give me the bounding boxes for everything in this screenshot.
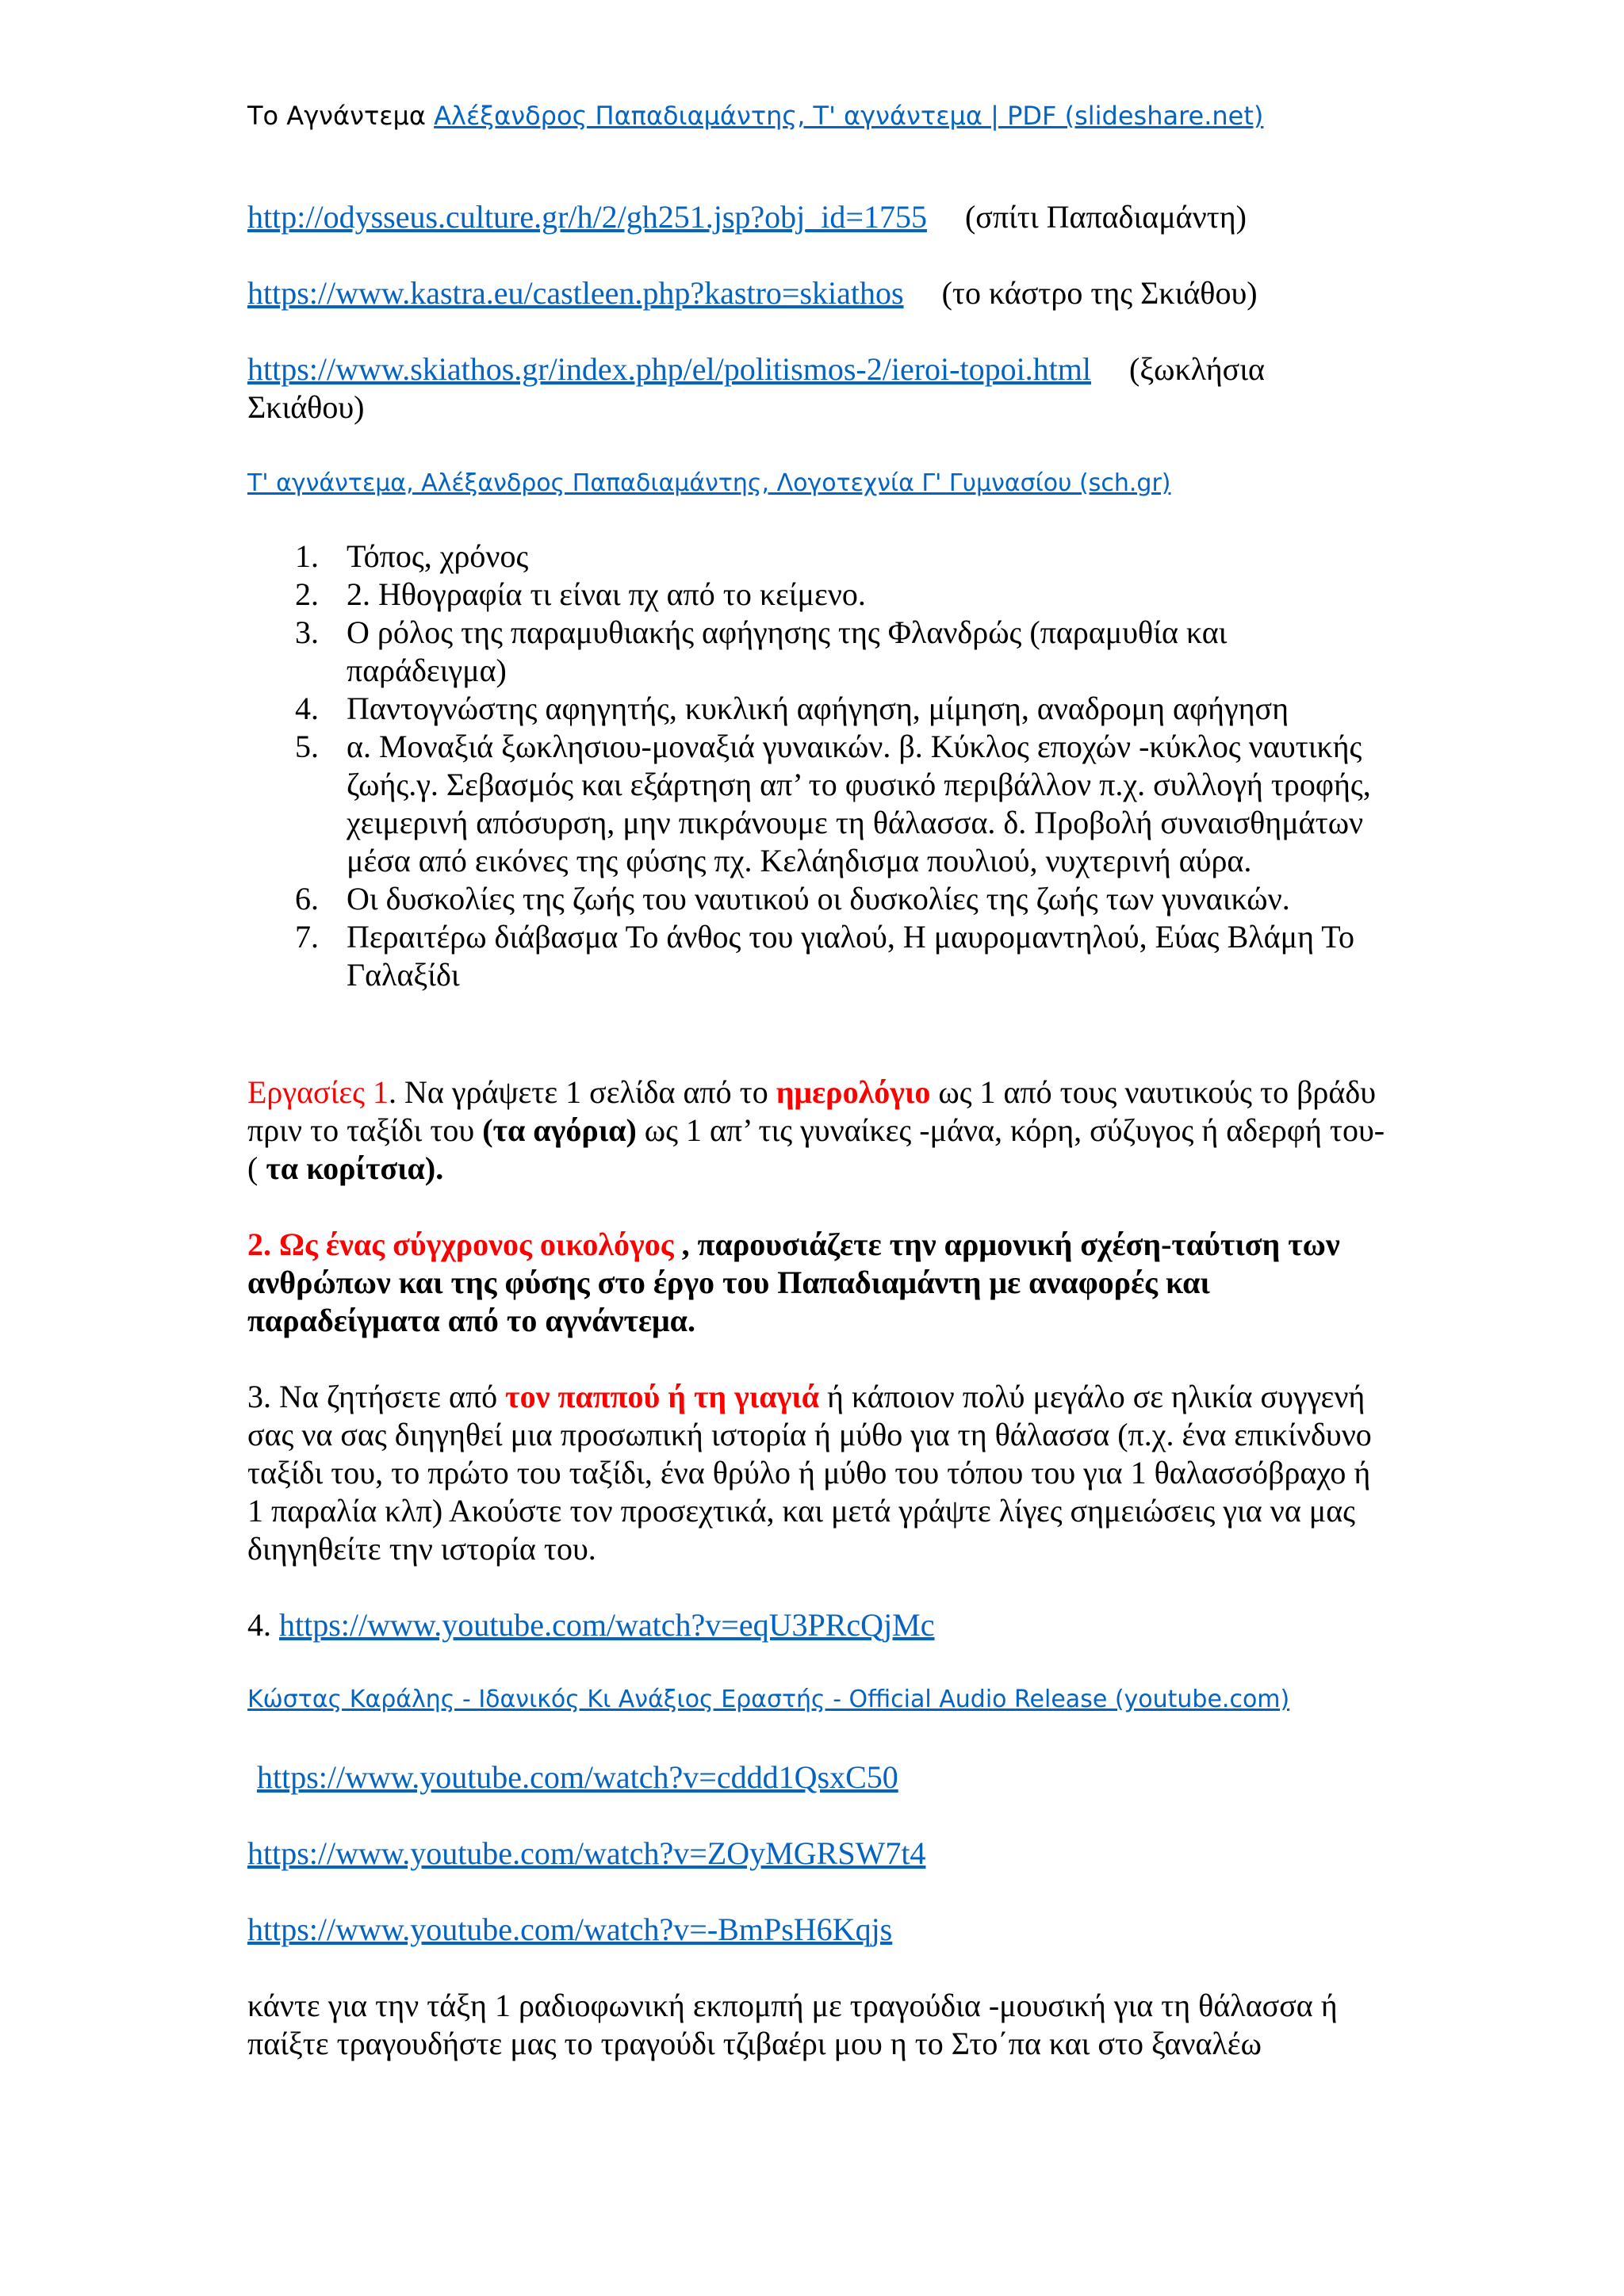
youtube-link-3[interactable]: https://www.youtube.com/watch?v=ZOyMGRSW7t4 (247, 1835, 926, 1871)
sch-link-line (247, 468, 1389, 499)
slideshare-link[interactable]: Αλέξανδρος Παπαδιαμάντης, Τ' αγνάντεμα | PDF (slideshare.net) (434, 101, 1264, 131)
list-text: 2. Ηθογραφία τι είναι πχ από το κείμενο. (347, 576, 866, 612)
list-text: Ο ρόλος της παραμυθιακής αφήγησης της Φλανδρώς (παραμυθία και παράδειγμα) (347, 614, 1228, 688)
task-4 (247, 1606, 1389, 1644)
link-note: (το κάστρο της Σκιάθου) (941, 275, 1258, 311)
link-line-3 (247, 350, 1302, 427)
list-text: Οι δυσκολίες της ζωής του ναυτικού οι δυσκολίες της ζωής των γυναικών. (347, 881, 1290, 916)
task-3-keyword: τον παππού ή τη γιαγιά (505, 1379, 820, 1414)
list-number: 5. (295, 729, 319, 764)
song-link[interactable]: Κώστας Καράλης - Ιδανικός Κι Ανάξιος Εραστής - Official Audio Release (youtube.com) (247, 1686, 1290, 1713)
topics-list (247, 538, 1373, 994)
list-item (247, 880, 1373, 918)
youtube-link-line-4 (247, 1911, 1389, 1949)
task-3-text: ή κάποιον πολύ μεγάλο σε ηλικία συγγενή σας να σας διηγηθεί μια προσωπική ιστορία ή μύθο για τη θάλασσα (π.χ. ένα επικίνδυνο ταξίδι του, το πρώτο του ταξίδι, ένα θρύλο ή μύθο του τόπου του για 1 θαλασσόβραχο ή 1 παραλία κλπ) Ακούστε τον προσεχτικά, και μετά γράψτε λίγες σημειώσεις για να μας διηγηθείτε την ιστορία του. (247, 1379, 1372, 1567)
closing-paragraph: κάντε για την τάξη 1 ραδιοφωνική εκπομπή με τραγούδια -μουσική για τη θάλασσα ή παίξτε τραγουδήστε μας το τραγούδι τζιβαέρι μου η το Στο΄πα και στο ξαναλέω (247, 1988, 1338, 2061)
task-2 (247, 1226, 1389, 1340)
header-prefix: Το Αγνάντεμα (247, 101, 426, 131)
youtube-link-4[interactable]: https://www.youtube.com/watch?v=-BmPsH6Kqjs (247, 1911, 893, 1947)
task-3 (247, 1378, 1389, 1568)
task-1-text: ως 1 απ’ τις γυναίκες -μάνα, κόρη, σύζυγος ή αδερφή του-( (247, 1112, 1385, 1186)
task-1-girls: τα κορίτσια). (266, 1150, 444, 1186)
odysseus-link[interactable]: http://odysseus.culture.gr/h/2/gh251.jsp?obj_id=1755 (247, 199, 927, 235)
task-3-text: 3. Να ζητήσετε από (247, 1379, 506, 1414)
list-number: 4. (295, 691, 319, 726)
task-1-keyword: ημερολόγιο (776, 1074, 931, 1110)
list-item (247, 690, 1373, 728)
skiathos-link[interactable]: https://www.skiathos.gr/index.php/el/politismos-2/ieroi-topoi.html (247, 351, 1092, 387)
youtube-link-1[interactable]: https://www.youtube.com/watch?v=eqU3PRcQjMc (279, 1607, 935, 1643)
task-2-text: , παρουσιάζετε την αρμονική σχέση-ταύτιση των ανθρώπων και της φύσης στο έργο του Παπαδιαμάντη με αναφορές και παραδείγματα από το αγνάντεμα. (247, 1226, 1340, 1338)
list-text: Τόπος, χρόνος (347, 538, 529, 574)
sch-link[interactable]: Τ' αγνάντεμα, Αλέξανδρος Παπαδιαμάντης, Λογοτεχνία Γ' Γυμνασίου (sch.gr) (247, 469, 1171, 497)
list-number: 2. (295, 576, 319, 612)
task-1 (247, 1073, 1389, 1188)
task-2-label: 2. Ως ένας σύγχρονος οικολόγος (247, 1226, 674, 1262)
list-text: Παντογνώστης αφηγητής, κυκλική αφήγηση, μίμηση, αναδρομη αφήγηση (347, 691, 1289, 726)
task-1-text: . Να γράψετε 1 σελίδα από το (389, 1074, 776, 1110)
link-note: (ξωκλήσια Σκιάθου) (247, 351, 1265, 425)
task-1-label: Εργασίες 1 (247, 1074, 389, 1110)
list-number: 6. (295, 881, 319, 916)
list-text: α. Μοναξιά ξωκλησιου-μοναξιά γυναικών. β. Κύκλος εποχών -κύκλος ναυτικής ζωής.γ. Σεβασμός και εξάρτηση απ’ το φυσικό περιβάλλον π.χ. συλλογή τροφής, χειμερινή απόσυρση, μην πικράνουμε τη θάλασσα. δ. Προβολή συναισθημάτων μέσα από εικόνες της φύσης πχ. Κελάηδισμα πουλιού, νυχτερινή αύρα. (347, 729, 1371, 878)
document-header (247, 98, 1389, 133)
youtube-link-line-3 (247, 1835, 1389, 1873)
list-item (247, 728, 1373, 880)
task-4-number: 4. (247, 1607, 271, 1643)
youtube-link-line-2 (257, 1758, 1399, 1797)
link-line-1 (247, 198, 1389, 236)
list-number: 1. (295, 538, 319, 574)
link-note: (σπίτι Παπαδιαμάντη) (964, 199, 1247, 235)
list-item (247, 538, 1373, 576)
list-item (247, 576, 1373, 614)
list-text: Περαιτέρω διάβασμα Το άνθος του γιαλού, Η μαυρομαντηλού, Εύας Βλάμη Το Γαλαξίδι (347, 919, 1354, 993)
list-number: 3. (295, 614, 319, 650)
kastra-link[interactable]: https://www.kastra.eu/castleen.php?kastro=skiathos (247, 275, 904, 311)
task-1-text: ως 1 από τους ναυτικούς το βράδυ πριν το ταξίδι του (247, 1074, 1376, 1148)
list-number: 7. (295, 919, 319, 955)
youtube-link-2[interactable]: https://www.youtube.com/watch?v=cddd1QsxC50 (257, 1759, 898, 1795)
list-item (247, 614, 1373, 690)
link-line-2 (247, 274, 1389, 312)
list-item (247, 918, 1373, 994)
song-link-line (247, 1684, 1389, 1716)
task-1-boys: (τα αγόρια) (482, 1112, 637, 1148)
